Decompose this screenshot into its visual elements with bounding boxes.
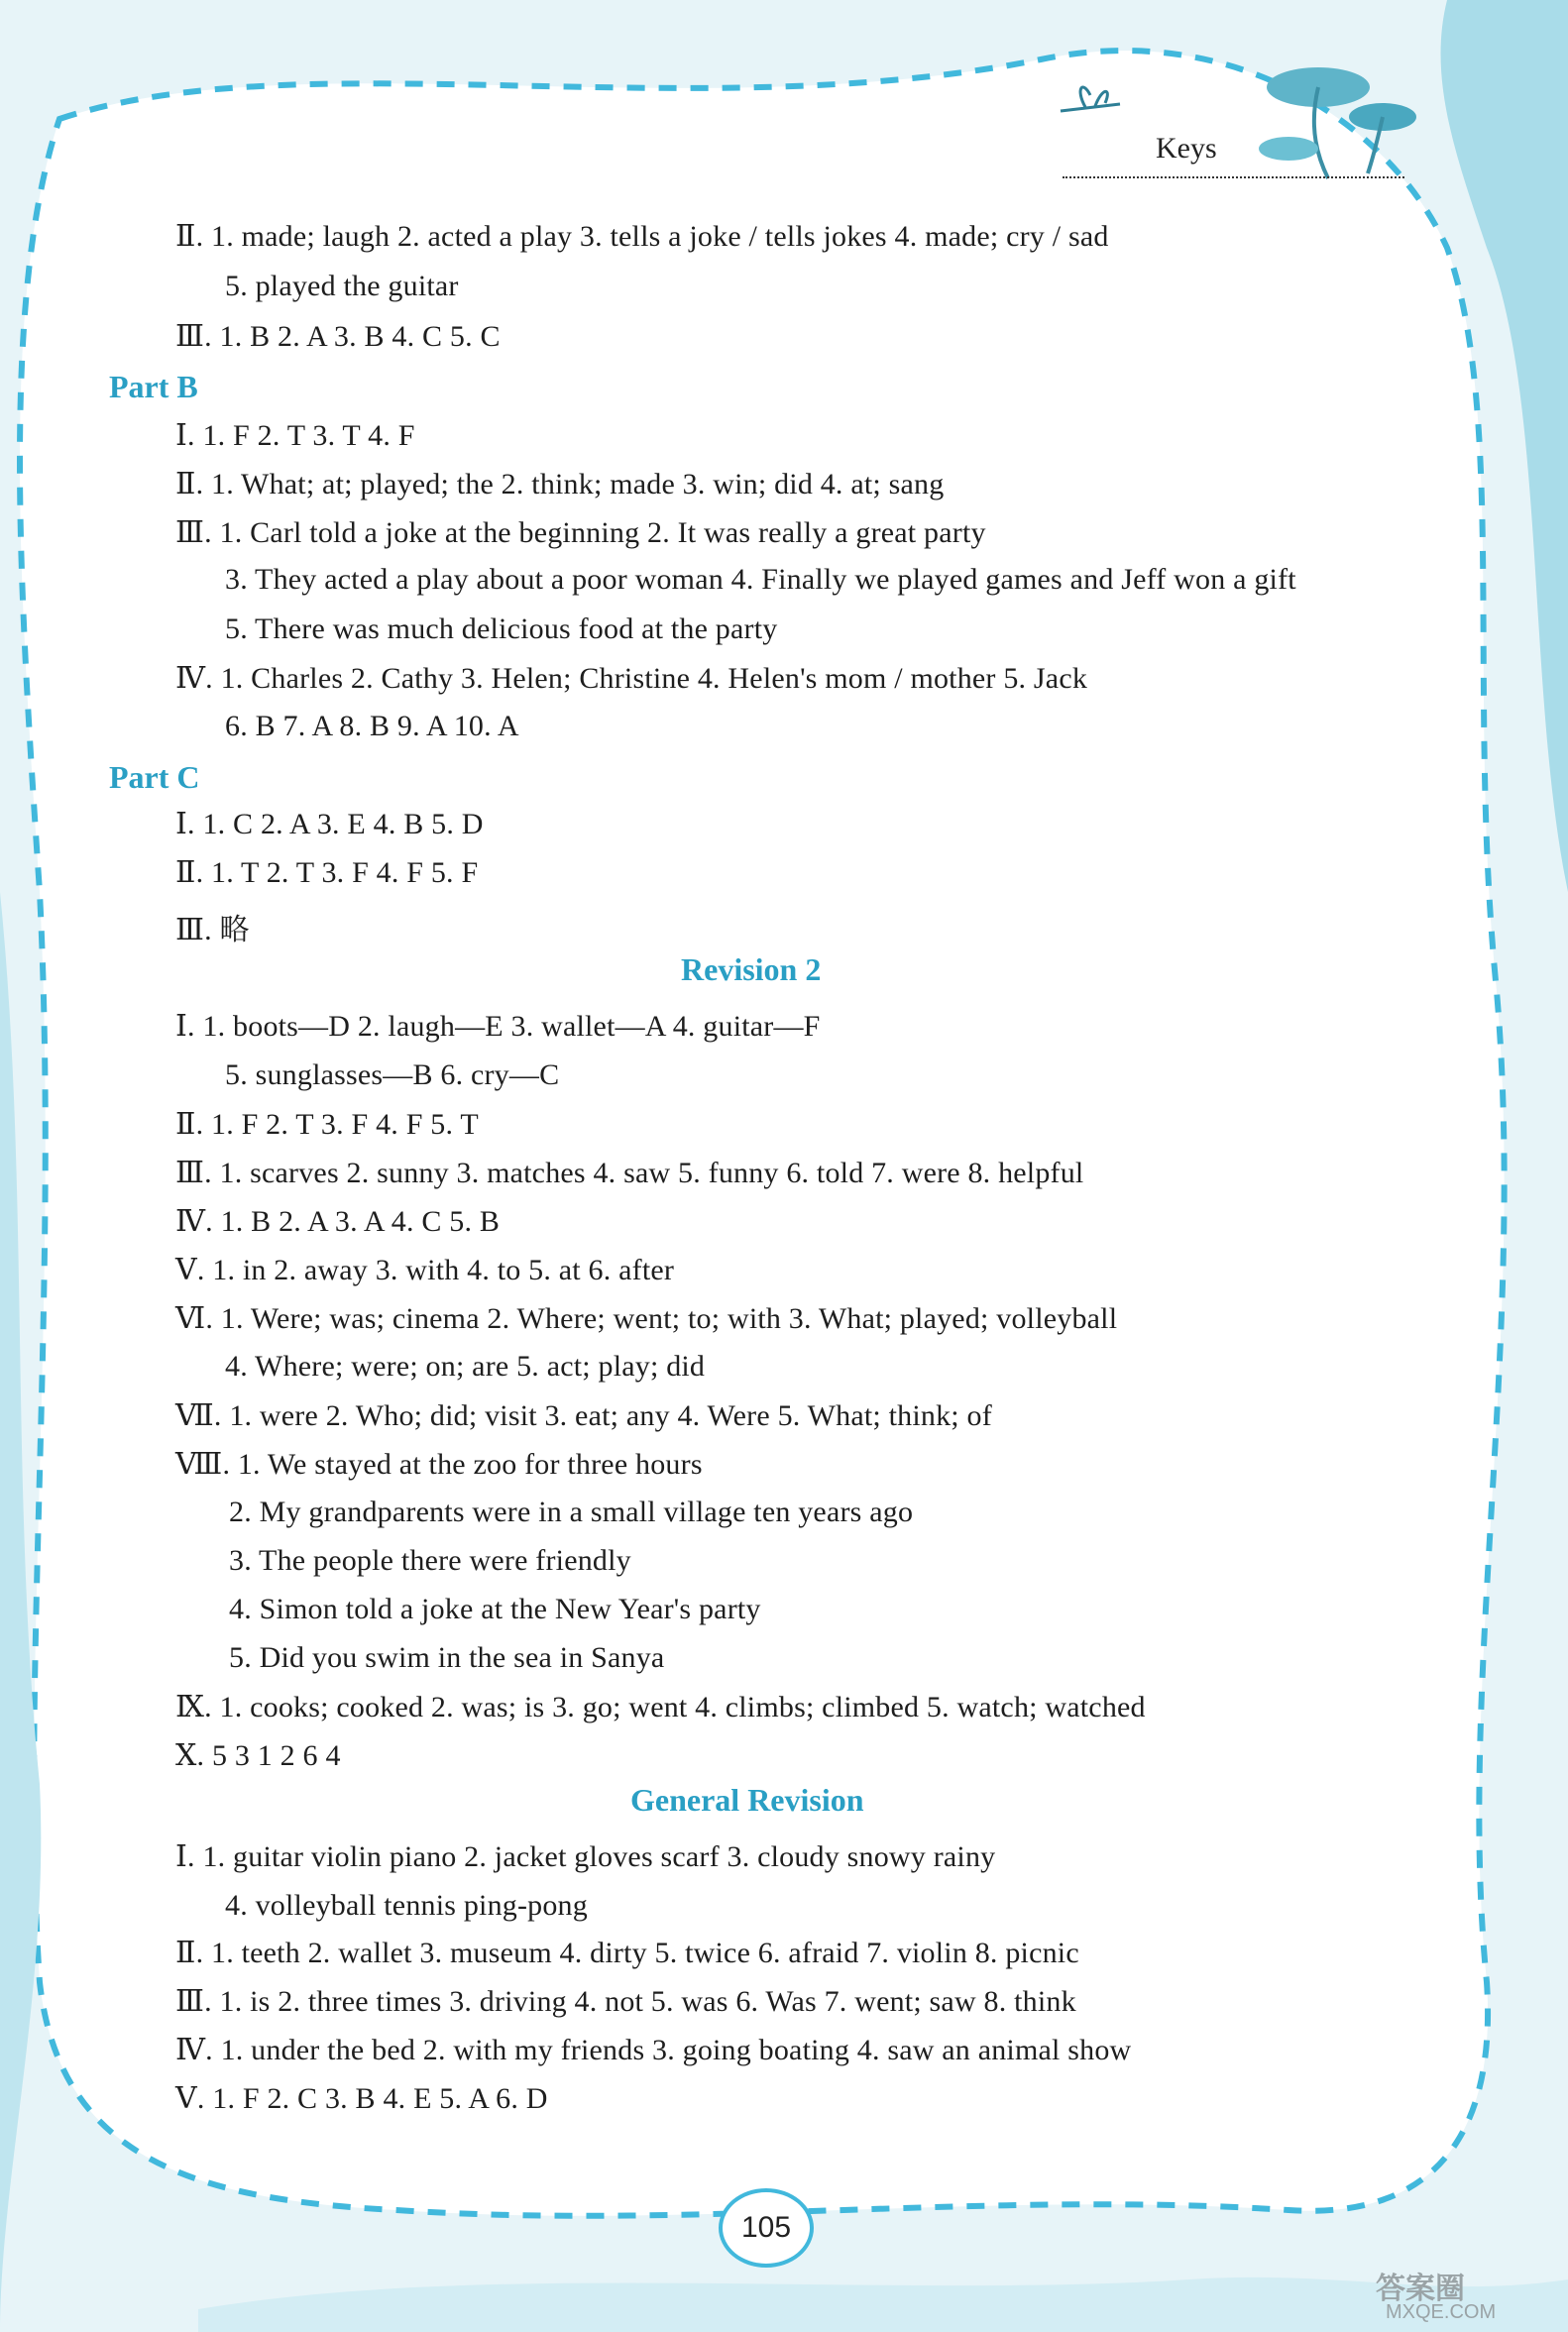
answer-line: Ⅱ. 1. What; at; played; the 2. think; made 3. win; did 4. at; sang: [175, 468, 945, 500]
header-divider: [1063, 176, 1404, 178]
answer-line: Ⅳ. 1. B 2. A 3. A 4. C 5. B: [175, 1205, 501, 1238]
answer-line: Ⅲ. 1. Carl told a joke at the beginning 2. It was really a great party: [175, 516, 986, 549]
answer-line: Ⅲ. 1. B 2. A 3. B 4. C 5. C: [175, 320, 501, 353]
watermark-url: MXQE.COM: [1386, 2301, 1497, 2323]
answer-line: Ⅳ. 1. under the bed 2. with my friends 3. going boating 4. saw an animal show: [175, 2034, 1132, 2066]
answer-line: Ⅲ. 略: [175, 914, 250, 946]
answer-line: 6. B 7. A 8. B 9. A 10. A: [225, 710, 519, 742]
answer-line: Ⅲ. 1. is 2. three times 3. driving 4. not 5. was 6. Was 7. went; saw 8. think: [175, 1985, 1076, 2018]
answer-line: Ⅰ. 1. boots—D 2. laugh—E 3. wallet—A 4. guitar—F: [175, 1010, 821, 1043]
section-title-part-b: Part B: [109, 369, 198, 404]
keys-header: Keys: [1156, 132, 1217, 165]
answer-line: Ⅴ. 1. F 2. C 3. B 4. E 5. A 6. D: [175, 2082, 548, 2115]
answer-line: 4. Where; were; on; are 5. act; play; did: [225, 1350, 706, 1383]
answer-line: Ⅶ. 1. were 2. Who; did; visit 3. eat; any 4. Were 5. What; think; of: [175, 1399, 992, 1432]
answer-line: Ⅱ. 1. T 2. T 3. F 4. F 5. F: [175, 856, 479, 889]
answer-line: Ⅳ. 1. Charles 2. Cathy 3. Helen; Christine 4. Helen's mom / mother 5. Jack: [175, 662, 1088, 695]
answer-line: Ⅰ. 1. F 2. T 3. T 4. F: [175, 419, 415, 452]
answer-line: 4. volleyball tennis ping-pong: [225, 1889, 588, 1922]
watermark-brand: 答案圈: [1376, 2273, 1465, 2305]
section-title-revision-2: Revision 2: [681, 951, 822, 987]
answer-line: Ⅴ. 1. in 2. away 3. with 4. to 5. at 6. after: [175, 1254, 675, 1286]
answer-line: Ⅱ. 1. F 2. T 3. F 4. F 5. T: [175, 1108, 479, 1141]
answer-line: Ⅵ. 1. Were; was; cinema 2. Where; went; to; with 3. What; played; volleyball: [175, 1302, 1118, 1335]
answer-line: Ⅰ. 1. C 2. A 3. E 4. B 5. D: [175, 808, 484, 840]
answer-line: Ⅸ. 1. cooks; cooked 2. was; is 3. go; went 4. climbs; climbed 5. watch; watched: [175, 1691, 1146, 1723]
answer-line: 3. They acted a play about a poor woman 4. Finally we played games and Jeff won a gift: [225, 563, 1296, 596]
page-number: 105: [719, 2188, 814, 2268]
section-title-general-revision: General Revision: [630, 1782, 864, 1818]
answer-line: Ⅹ. 5 3 1 2 6 4: [175, 1739, 341, 1772]
answer-line: Ⅱ. 1. teeth 2. wallet 3. museum 4. dirty 5. twice 6. afraid 7. violin 8. picnic: [175, 1937, 1079, 1969]
answer-line: Ⅷ. 1. We stayed at the zoo for three hours: [175, 1448, 703, 1481]
answer-line: Ⅲ. 1. scarves 2. sunny 3. matches 4. saw 5. funny 6. told 7. were 8. helpful: [175, 1157, 1084, 1189]
answer-line: 2. My grandparents were in a small village ten years ago: [229, 1496, 914, 1528]
answer-line: 3. The people there were friendly: [229, 1544, 631, 1577]
answer-line: 4. Simon told a joke at the New Year's party: [229, 1593, 761, 1625]
answer-line: Ⅰ. 1. guitar violin piano 2. jacket gloves scarf 3. cloudy snowy rainy: [175, 1840, 996, 1873]
answer-line: 5. Did you swim in the sea in Sanya: [229, 1641, 665, 1674]
section-title-part-c: Part C: [109, 759, 200, 795]
answer-line: Ⅱ. 1. made; laugh 2. acted a play 3. tells a joke / tells jokes 4. made; cry / sad: [175, 220, 1109, 253]
answer-line: 5. There was much delicious food at the party: [225, 612, 778, 645]
answer-line: 5. sunglasses—B 6. cry—C: [225, 1058, 560, 1091]
answer-line: 5. played the guitar: [225, 270, 459, 302]
